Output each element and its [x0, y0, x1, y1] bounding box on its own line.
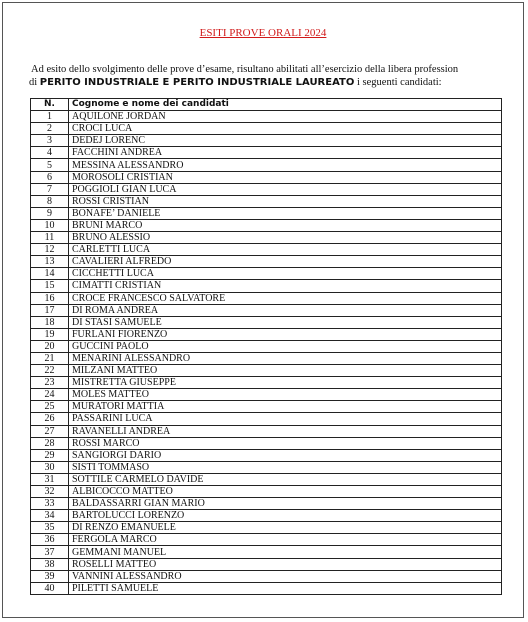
candidate-number: 18	[31, 316, 69, 328]
table-row	[31, 534, 502, 546]
candidate-name: CROCI LUCA	[69, 123, 502, 135]
candidate-number: 12	[31, 244, 69, 256]
candidate-name: CICCHETTI LUCA	[69, 268, 502, 280]
table-row	[31, 268, 502, 280]
candidate-name: PASSARINI LUCA	[69, 413, 502, 425]
candidate-number: 8	[31, 195, 69, 207]
table-row	[31, 558, 502, 570]
table-row	[31, 352, 502, 364]
table-row	[31, 473, 502, 485]
table-row	[31, 123, 502, 135]
candidate-number: 4	[31, 147, 69, 159]
candidate-number: 3	[31, 135, 69, 147]
table-row	[31, 171, 502, 183]
candidate-name: POGGIOLI GIAN LUCA	[69, 183, 502, 195]
candidate-number: 22	[31, 365, 69, 377]
candidate-name: FACCHINI ANDREA	[69, 147, 502, 159]
candidate-number: 6	[31, 171, 69, 183]
candidate-number: 37	[31, 546, 69, 558]
candidate-name: GEMMANI MANUEL	[69, 546, 502, 558]
candidate-name: FURLANI FIORENZO	[69, 328, 502, 340]
candidate-number: 26	[31, 413, 69, 425]
table-row	[31, 437, 502, 449]
candidate-name: MURATORI MATTIA	[69, 401, 502, 413]
header-number: N.	[31, 99, 69, 111]
table-row	[31, 111, 502, 123]
candidate-name: PILETTI SAMUELE	[69, 582, 502, 594]
table-row	[31, 498, 502, 510]
table-row	[31, 570, 502, 582]
candidate-number: 2	[31, 123, 69, 135]
candidate-name: BRUNO ALESSIO	[69, 232, 502, 244]
table-row	[31, 377, 502, 389]
candidate-number: 15	[31, 280, 69, 292]
table-row	[31, 304, 502, 316]
candidate-number: 27	[31, 425, 69, 437]
candidate-name: CAVALIERI ALFREDO	[69, 256, 502, 268]
candidate-number: 34	[31, 510, 69, 522]
candidate-number: 30	[31, 461, 69, 473]
table-row	[31, 401, 502, 413]
candidate-number: 23	[31, 377, 69, 389]
intro-paragraph	[29, 63, 519, 89]
intro-suffix: i seguenti candidati:	[354, 77, 442, 88]
table-row	[31, 195, 502, 207]
candidate-name: AQUILONE JORDAN	[69, 111, 502, 123]
table-row	[31, 159, 502, 171]
candidate-name: MILZANI MATTEO	[69, 365, 502, 377]
candidate-number: 9	[31, 207, 69, 219]
table-row	[31, 280, 502, 292]
table-row	[31, 207, 502, 219]
candidate-number: 38	[31, 558, 69, 570]
table-row	[31, 389, 502, 401]
candidate-number: 36	[31, 534, 69, 546]
candidate-number: 39	[31, 570, 69, 582]
candidate-name: ROSELLI MATTEO	[69, 558, 502, 570]
candidate-name: CROCE FRANCESCO SALVATORE	[69, 292, 502, 304]
candidate-number: 31	[31, 473, 69, 485]
candidate-number: 14	[31, 268, 69, 280]
candidate-name: DEDEJ LORENC	[69, 135, 502, 147]
table-row	[31, 147, 502, 159]
candidate-name: BARTOLUCCI LORENZO	[69, 510, 502, 522]
candidate-number: 40	[31, 582, 69, 594]
intro-line-1: Ad esito dello svolgimento delle prove d’esame, risultano abilitati all’esercizio della libera profession	[31, 64, 459, 75]
candidate-name: ALBICOCCO MATTEO	[69, 486, 502, 498]
document-page	[2, 2, 524, 618]
table-row	[31, 510, 502, 522]
candidate-number: 20	[31, 340, 69, 352]
table-row	[31, 425, 502, 437]
table-row	[31, 522, 502, 534]
table-row	[31, 328, 502, 340]
candidate-number: 35	[31, 522, 69, 534]
table-row	[31, 232, 502, 244]
candidate-number: 32	[31, 486, 69, 498]
candidate-name: ROSSI MARCO	[69, 437, 502, 449]
candidates-table-body	[31, 111, 502, 595]
candidates-table	[30, 98, 502, 595]
candidate-name: RAVANELLI ANDREA	[69, 425, 502, 437]
table-row	[31, 413, 502, 425]
candidate-name: DI ROMA ANDREA	[69, 304, 502, 316]
candidate-number: 13	[31, 256, 69, 268]
candidate-number: 5	[31, 159, 69, 171]
candidate-number: 21	[31, 352, 69, 364]
candidate-number: 25	[31, 401, 69, 413]
candidate-name: SOTTILE CARMELO DAVIDE	[69, 473, 502, 485]
header-name: Cognome e nome dei candidati	[69, 99, 502, 111]
candidate-name: CIMATTI CRISTIAN	[69, 280, 502, 292]
candidate-number: 11	[31, 232, 69, 244]
candidate-name: MISTRETTA GIUSEPPE	[69, 377, 502, 389]
candidate-name: MOROSOLI CRISTIAN	[69, 171, 502, 183]
profession-name: PERITO INDUSTRIALE E PERITO INDUSTRIALE LAUREATO	[39, 77, 355, 88]
table-row	[31, 546, 502, 558]
table-row	[31, 316, 502, 328]
table-row	[31, 244, 502, 256]
candidate-number: 1	[31, 111, 69, 123]
candidate-number: 10	[31, 219, 69, 231]
candidate-number: 16	[31, 292, 69, 304]
candidate-number: 24	[31, 389, 69, 401]
candidate-name: BONAFE’ DANIELE	[69, 207, 502, 219]
candidate-number: 33	[31, 498, 69, 510]
document-title: ESITI PROVE ORALI 2024	[199, 27, 327, 39]
candidate-name: BRUNI MARCO	[69, 219, 502, 231]
candidate-name: SISTI TOMMASO	[69, 461, 502, 473]
table-header-row	[31, 99, 502, 111]
table-row	[31, 183, 502, 195]
candidate-name: DI RENZO EMANUELE	[69, 522, 502, 534]
table-row	[31, 461, 502, 473]
table-row	[31, 256, 502, 268]
candidate-name: BALDASSARRI GIAN MARIO	[69, 498, 502, 510]
candidate-name: MESSINA ALESSANDRO	[69, 159, 502, 171]
candidate-name: MENARINI ALESSANDRO	[69, 352, 502, 364]
table-row	[31, 219, 502, 231]
candidate-name: MOLES MATTEO	[69, 389, 502, 401]
table-row	[31, 292, 502, 304]
candidate-name: ROSSI CRISTIAN	[69, 195, 502, 207]
candidate-name: CARLETTI LUCA	[69, 244, 502, 256]
candidate-name: DI STASI SAMUELE	[69, 316, 502, 328]
intro-prefix: di	[29, 77, 40, 88]
intro-line-2	[29, 76, 519, 89]
candidate-number: 17	[31, 304, 69, 316]
candidate-number: 28	[31, 437, 69, 449]
candidate-name: FERGOLA MARCO	[69, 534, 502, 546]
table-row	[31, 486, 502, 498]
table-row	[31, 340, 502, 352]
candidate-number: 19	[31, 328, 69, 340]
table-row	[31, 365, 502, 377]
candidate-number: 29	[31, 449, 69, 461]
table-row	[31, 135, 502, 147]
candidate-name: SANGIORGI DARIO	[69, 449, 502, 461]
candidate-name: GUCCINI PAOLO	[69, 340, 502, 352]
table-row	[31, 582, 502, 594]
candidate-number: 7	[31, 183, 69, 195]
table-row	[31, 449, 502, 461]
candidate-name: VANNINI ALESSANDRO	[69, 570, 502, 582]
